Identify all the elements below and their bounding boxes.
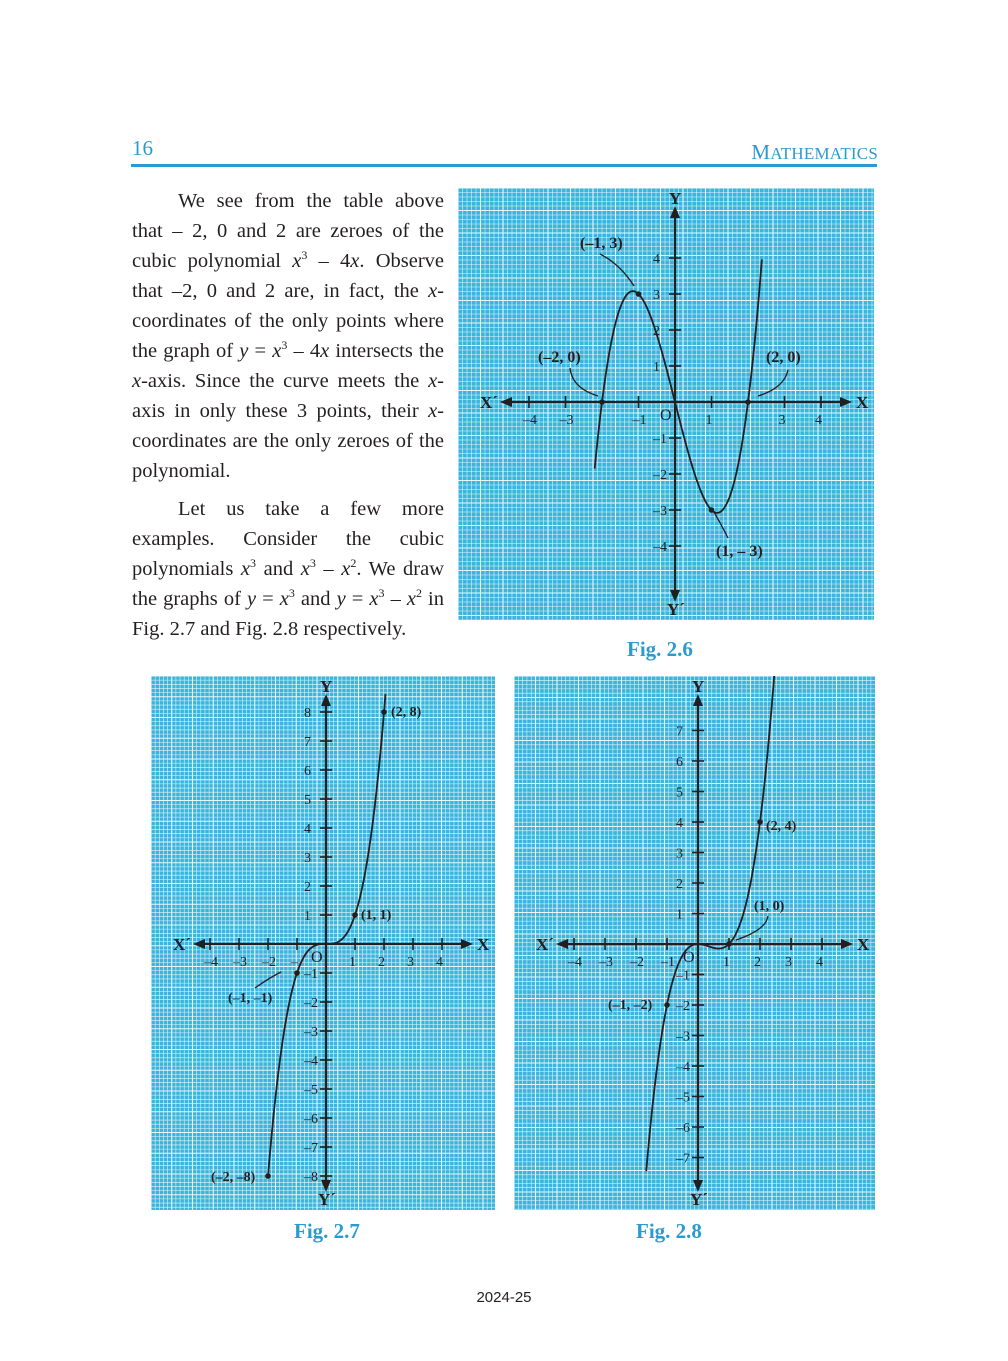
x-tick-label: 1 xyxy=(723,955,730,970)
point-marker xyxy=(599,399,605,405)
x-tick-label: 3 xyxy=(407,955,414,970)
origin-label: O xyxy=(683,949,695,966)
point-label: (–2, 0) xyxy=(538,349,581,366)
y-tick-label: –1 xyxy=(676,968,690,984)
y-tick-label: 1 xyxy=(653,360,660,375)
caption-fig-2-6: Fig. 2.6 xyxy=(627,637,693,661)
point-label: (2, 8) xyxy=(391,705,422,720)
point-label: (–1, –1) xyxy=(228,991,273,1006)
x-tick-label: 2 xyxy=(754,955,761,970)
point-label: (2, 4) xyxy=(766,819,797,834)
graph-fig-2-7 xyxy=(151,676,495,1210)
x-tick-label: –3 xyxy=(559,413,574,428)
x-tick-label: – xyxy=(291,955,298,970)
origin-label: O xyxy=(311,949,323,966)
x-neg-axis-label: X´ xyxy=(480,393,498,412)
x-tick-label: –1 xyxy=(661,955,675,970)
point-label: (2, 0) xyxy=(766,349,801,366)
x-axis-label: X xyxy=(857,935,870,954)
point-label: (1, 0) xyxy=(754,899,785,914)
y-neg-axis-label: Y´ xyxy=(318,1190,336,1209)
x-neg-axis-label: X´ xyxy=(536,935,554,954)
y-tick-label: –1 xyxy=(304,967,318,982)
y-tick-label: –3 xyxy=(653,504,667,519)
x-tick-label: 4 xyxy=(816,955,823,970)
point-label: (–1, 3) xyxy=(580,235,623,252)
running-header: MATHEMATICS xyxy=(751,140,878,164)
y-tick-label: 4 xyxy=(304,822,311,837)
point-marker xyxy=(709,507,715,513)
x-tick-label: –2 xyxy=(630,955,644,970)
x-tick-label: 2 xyxy=(378,955,385,970)
y-tick-label: –8 xyxy=(304,1170,318,1185)
origin-label: O xyxy=(660,407,672,424)
x-tick-label: –4 xyxy=(523,413,537,428)
point-marker xyxy=(664,1002,670,1008)
y-axis-label: Y xyxy=(692,677,705,696)
y-tick-label: –4 xyxy=(653,540,667,555)
x-tick-label: –3 xyxy=(599,955,613,970)
y-tick-label: 7 xyxy=(304,735,311,750)
point-label: (1, 1) xyxy=(361,908,392,923)
y-tick-label: 4 xyxy=(676,816,683,831)
point-marker xyxy=(757,819,763,825)
point-marker xyxy=(745,399,751,405)
caption-fig-2-8: Fig. 2.8 xyxy=(636,1219,702,1243)
x-tick-label: 1 xyxy=(349,955,356,970)
y-tick-label: 6 xyxy=(304,764,311,779)
x-axis-label: X xyxy=(856,393,869,412)
point-label: (–1, –2) xyxy=(608,998,653,1013)
y-tick-label: –5 xyxy=(304,1083,318,1098)
y-tick-label: –7 xyxy=(304,1141,318,1156)
y-tick-label: –4 xyxy=(304,1054,318,1069)
header-rule xyxy=(131,164,877,167)
x-tick-label: –1 xyxy=(632,413,647,428)
y-neg-axis-label: Y´ xyxy=(667,600,685,619)
y-tick-label: 6 xyxy=(676,755,683,770)
y-tick-label: 1 xyxy=(676,907,683,923)
y-tick-label: –1 xyxy=(653,432,667,447)
y-tick-label: –2 xyxy=(304,996,318,1011)
y-tick-label: 5 xyxy=(676,785,683,801)
graph-fig-2-8 xyxy=(514,676,875,1210)
x-neg-axis-label: X´ xyxy=(173,935,191,954)
y-tick-label: –3 xyxy=(676,1029,690,1045)
x-tick-label: –4 xyxy=(204,955,218,970)
y-tick-label: 8 xyxy=(304,706,311,721)
point-marker xyxy=(294,970,300,976)
paragraph-2: Let us take a few more examples. Consider the cubic polynomials $x^3$ and $x^3 - x^2$. We draw the graphs of $y = x^3$ and $y = x^3 - x^2$ in Fig. 2.7 and Fig. 2.8 respectively. xyxy=(132,498,445,640)
y-tick-label: 2 xyxy=(676,877,683,892)
y-tick-label: 1 xyxy=(304,909,311,924)
x-tick-label: 1 xyxy=(705,413,713,428)
x-tick-label: –4 xyxy=(568,955,582,970)
y-neg-axis-label: Y´ xyxy=(690,1190,708,1209)
y-tick-label: –2 xyxy=(676,999,690,1014)
y-axis-label: Y xyxy=(320,677,333,696)
x-tick-label: –3 xyxy=(233,955,247,970)
y-tick-label: 2 xyxy=(653,324,660,339)
y-tick-label: –4 xyxy=(676,1060,690,1075)
y-tick-label: –2 xyxy=(653,468,667,483)
point-marker xyxy=(636,291,642,297)
point-label: (–2, –8) xyxy=(211,1170,256,1185)
x-tick-label: 3 xyxy=(785,955,792,970)
y-tick-label: 3 xyxy=(676,846,683,862)
y-tick-label: –5 xyxy=(676,1090,690,1106)
y-tick-label: –7 xyxy=(676,1151,690,1167)
page-number: 16 xyxy=(132,136,153,160)
y-tick-label: –3 xyxy=(304,1025,318,1040)
y-axis-label: Y xyxy=(669,189,682,208)
x-tick-label: –2 xyxy=(262,955,276,970)
y-tick-label: –6 xyxy=(676,1121,690,1136)
point-marker xyxy=(352,912,358,918)
y-tick-label: 7 xyxy=(676,724,683,740)
point-marker xyxy=(381,709,387,715)
paragraph-1: We see from the table above that – 2, 0 and 2 are zeroes of the cubic polynomial $x^3 - 4x$. Observe that –2, 0 and 2 are, in fact, the x-coordinates of the only points where the graph of $y = x^3 - 4x$ intersects the x-axis. Since the curve meets the x-axis in only these 3 points, their x-coordinates are the only zeroes of the polynomial. xyxy=(132,190,445,482)
caption-fig-2-7: Fig. 2.7 xyxy=(294,1219,360,1243)
y-tick-label: –6 xyxy=(304,1112,318,1127)
x-tick-label: 4 xyxy=(436,955,443,970)
x-tick-label: 4 xyxy=(815,413,822,428)
y-tick-label: 3 xyxy=(304,851,311,866)
y-tick-label: 3 xyxy=(653,288,660,303)
point-marker xyxy=(726,941,732,947)
point-marker xyxy=(265,1173,271,1179)
y-tick-label: 5 xyxy=(304,793,311,808)
x-axis-label: X xyxy=(477,935,490,954)
y-tick-label: 2 xyxy=(304,880,311,895)
footer-year: 2024-25 xyxy=(476,1289,532,1306)
point-label: (1, – 3) xyxy=(716,543,763,560)
graph-fig-2-6 xyxy=(458,188,874,620)
y-tick-label: 4 xyxy=(653,252,660,267)
x-tick-label: 3 xyxy=(778,413,786,428)
